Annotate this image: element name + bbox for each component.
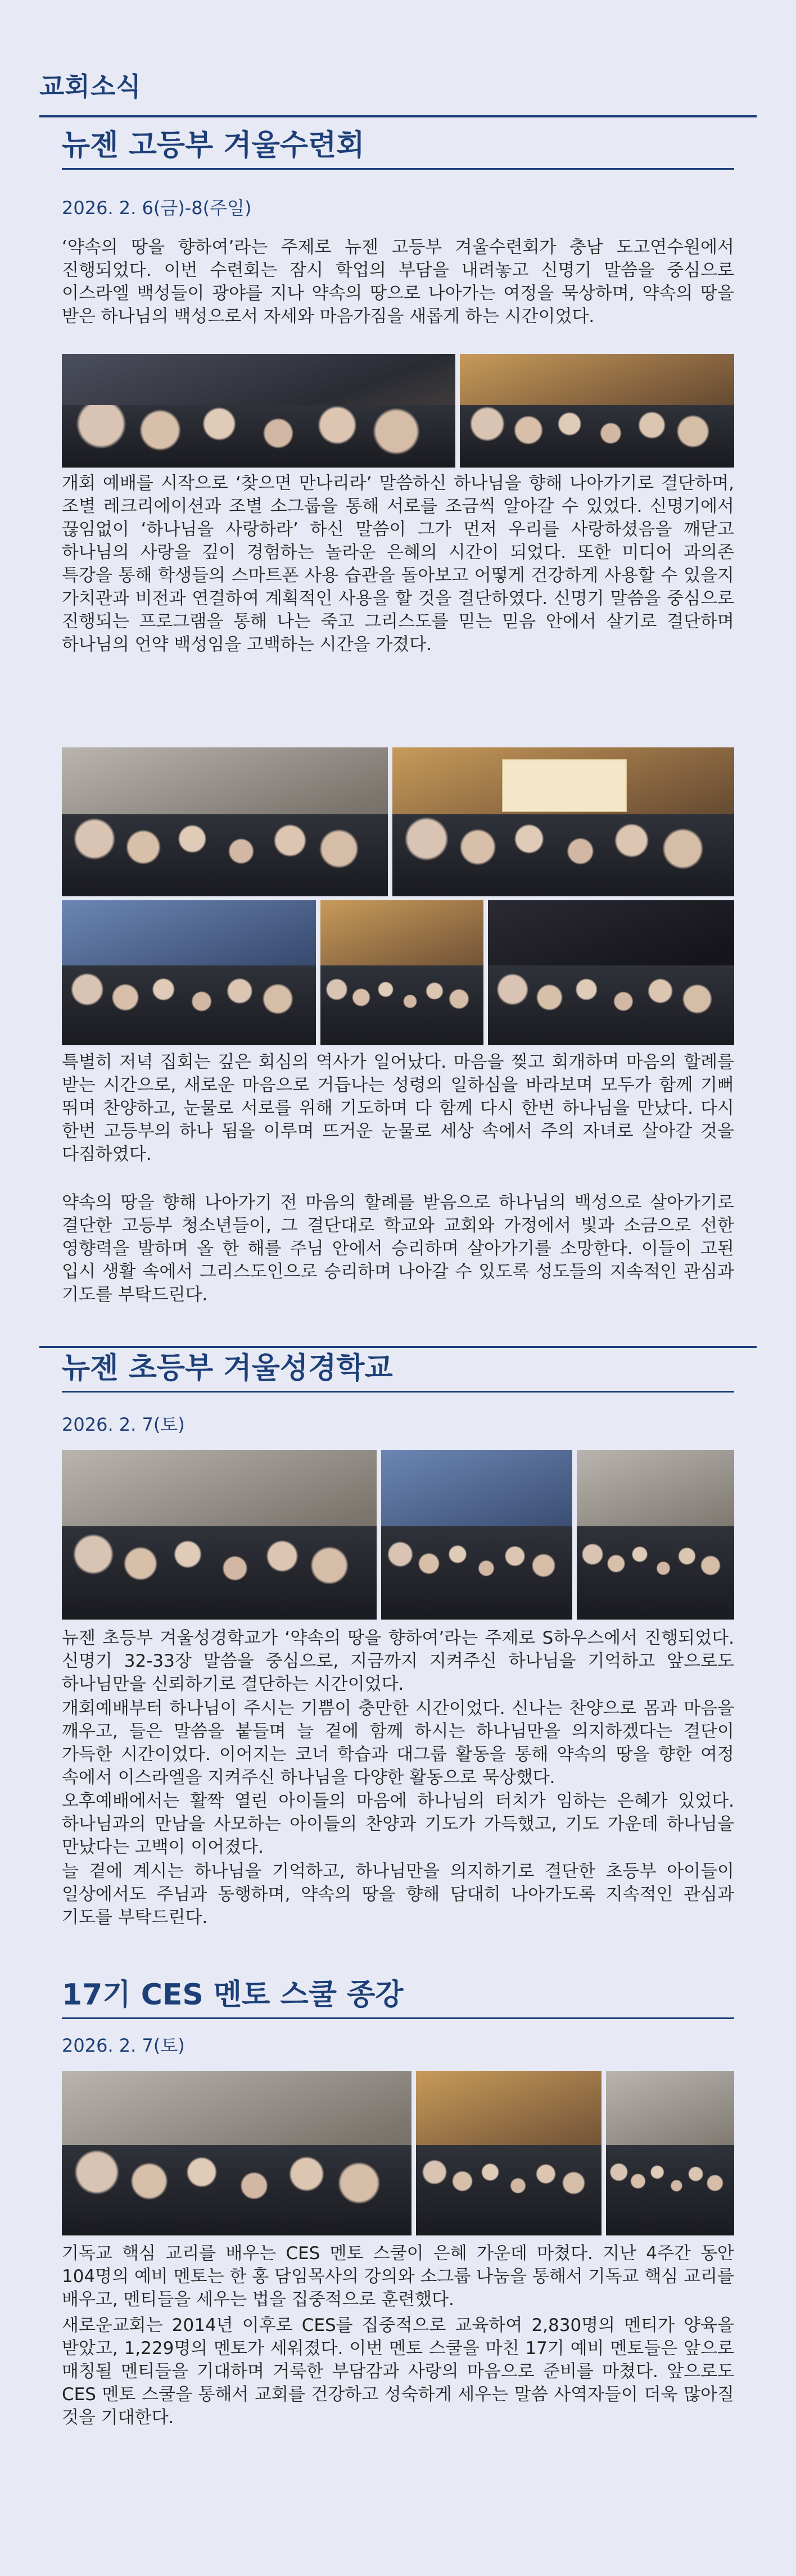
page-header	[0, 0, 796, 121]
paragraph: 약속의 땅을 향해 나아가기 전 마음의 할례를 받음으로 하나님의 백성으로 살아가기로 결단한 고등부 청소년들이, 그 결단대로 학교와 교회와 가정에서 빛과 소금으로 선한 영향력을 발하며 올 한 해를 주님 안에서 승리하며 살아가기를 소망한다. 이들이 고된 입시 생활 속에서 그리스도인으로 승리하며 나아갈 수 있도록 성도들의 지속적인 관심과 기도를 부탁드린다.	[62, 1192, 734, 1305]
section-highschool-retreat	[39, 121, 757, 1340]
paragraph: 새로운교회는 2014년 이후로 CES를 집중적으로 교육하여 2,830명의 멘티가 양육을 받았고, 1,229명의 멘토가 세워졌다. 이번 멘토 스쿨을 마친 17기 예비 멘토들은 앞으로 매칭될 멘티들을 기대하며 거룩한 부담감과 사랑의 마음으로 준비를 마쳤다. 앞으로도 CES 멘토 스쿨을 통해서 교회를 건강하고 성숙하게 세우는 말씀 사역자들이 더욱 많아질 것을 기대한다.	[62, 2315, 734, 2428]
photo-group-retreat	[62, 354, 455, 468]
paragraph: ‘약속의 땅을 향하여’라는 주제로 뉴젠 고등부 겨울수련회가 충남 도고연수원에서 진행되었다. 이번 수련회는 잠시 학업의 부담을 내려놓고 신명기 말씀을 중심으로 이스라엘 백성들이 광야를 지나 약속의 땅으로 나아가는 여정을 묵상하며, 약속의 땅을 받은 하나님의 백성으로서 자세와 마음가짐을 새롭게 하는 시간이었다.	[62, 237, 734, 326]
section-title: 뉴젠 고등부 겨울수련회	[62, 129, 365, 162]
paragraph: 오후예배에서는 활짝 열린 아이들의 마음에 하나님의 터치가 임하는 은혜가 있었다. 하나님과의 만남을 사모하는 아이들의 찬양과 기도가 가득했고, 기도 가운데 하나님을 만났다는 고백이 이어졌다.	[62, 1791, 734, 1857]
paragraph: 특별히 저녁 집회는 깊은 회심의 역사가 일어났다. 마음을 찢고 회개하며 마음의 할례를 받는 시간으로, 새로운 마음으로 거듭나는 성령의 일하심을 바라보며 모두가 함께 기뻐 뛰며 찬양하고, 눈물로 서로를 위해 기도하며 다 함께 다시 한번 하나님을 만났다. 다시 한번 고등부의 하나 됨을 이루며 뜨거운 눈물로 세상 속에서 주의 자녀로 살아갈 것을 다짐하였다.	[62, 1052, 734, 1164]
photo-worship-hall	[460, 354, 734, 468]
section-date: 2026. 2. 7(토)	[62, 2035, 185, 2056]
section-date: 2026. 2. 7(토)	[62, 1414, 185, 1435]
section-header	[62, 1352, 734, 1393]
page-title: 교회소식	[39, 71, 142, 102]
paragraph: 기독교 핵심 교리를 배우는 CES 멘토 스쿨이 은혜 가운데 마쳤다. 지난 4주간 동안 104명의 예비 멘토는 한 홍 담임목사의 강의와 소그룹 나눔을 통해서 기독교 핵심 교리를 배우고, 멘티들을 세우는 법을 집중적으로 훈련했다.	[62, 2243, 734, 2310]
news-column	[39, 121, 757, 2576]
photo-teacher-with-child	[577, 1450, 734, 1620]
section-header	[62, 1978, 734, 2019]
photo-praise-crowd	[320, 900, 483, 1045]
photo-student-hands-raised	[62, 900, 316, 1045]
section-ces-mentor-school	[39, 1978, 757, 2574]
photo-evening-service	[488, 900, 734, 1045]
photo-lecture-screen	[392, 747, 734, 896]
photo-children-praying	[381, 1450, 572, 1620]
photo-students-singing	[62, 747, 388, 896]
photo-mentors-smiling	[416, 2071, 601, 2235]
paragraph: 개회예배부터 하나님이 주시는 기쁨이 충만한 시간이었다. 신나는 찬양으로 몸과 마음을 깨우고, 들은 말씀을 붙들며 늘 곁에 함께 하시는 하나님만을 의지하겠다는 결단이 가득한 시간이었다. 이어지는 코너 학습과 대그룹 활동을 통해 약속의 땅을 향한 여정 속에서 이스라엘을 지켜주신 하나님을 다양한 활동으로 묵상했다.	[62, 1698, 734, 1788]
paragraph: 뉴젠 초등부 겨울성경학교가 ‘약속의 땅을 향하여’라는 주제로 S하우스에서 진행되었다. 신명기 32-33장 말씀을 중심으로, 지금까지 지켜주신 하나님을 기억하고 앞으로도 하나님만을 신뢰하기로 결단하는 시간이었다.	[62, 1628, 734, 1694]
photo-mentor-class	[62, 2071, 411, 2235]
photo-children-group	[62, 1450, 377, 1620]
paragraph: 개회 예배를 시작으로 ‘찾으면 만나리라’ 말씀하신 하나님을 향해 나아가기로 결단하며, 조별 레크리에이션과 조별 소그룹을 통해 서로를 조금씩 알아갈 수 있었다. 신명기에서 끊임없이 ‘하나님을 사랑하라’ 하신 말씀이 그가 먼저 우리를 사랑하셨음을 깨닫고 하나님의 사랑을 깊이 경험하는 놀라운 은혜의 시간이 되었다. 또한 미디어 과의존 특강을 통해 학생들의 스마트폰 사용 습관을 돌아보고 어떻게 건강하게 사용할 수 있을지 가치관과 비전과 연결하여 계획적인 사용을 할 것을 결단하였다. 신명기 말씀을 중심으로 진행되는 프로그램을 통해 나는 죽고 그리스도를 믿는 믿음 안에서 살기로 결단하며 하나님의 언약 백성임을 고백하는 시간을 가졌다.	[62, 473, 734, 655]
section-title: 뉴젠 초등부 겨울성경학교	[62, 1352, 393, 1385]
section-header	[62, 129, 734, 170]
paragraph: 늘 곁에 계시는 하나님을 기억하고, 하나님만을 의지하기로 결단한 초등부 아이들이 일상에서도 주님과 동행하며, 약속의 땅을 향해 담대히 나아가도록 지속적인 관심과 기도를 부탁드린다.	[62, 1861, 734, 1928]
section-date: 2026. 2. 6(금)-8(주일)	[62, 197, 252, 219]
photo-pastor-speaking	[606, 2071, 734, 2235]
header-rule	[39, 115, 757, 117]
section-title: 17기 CES 멘토 스쿨 종강	[62, 1978, 404, 2012]
